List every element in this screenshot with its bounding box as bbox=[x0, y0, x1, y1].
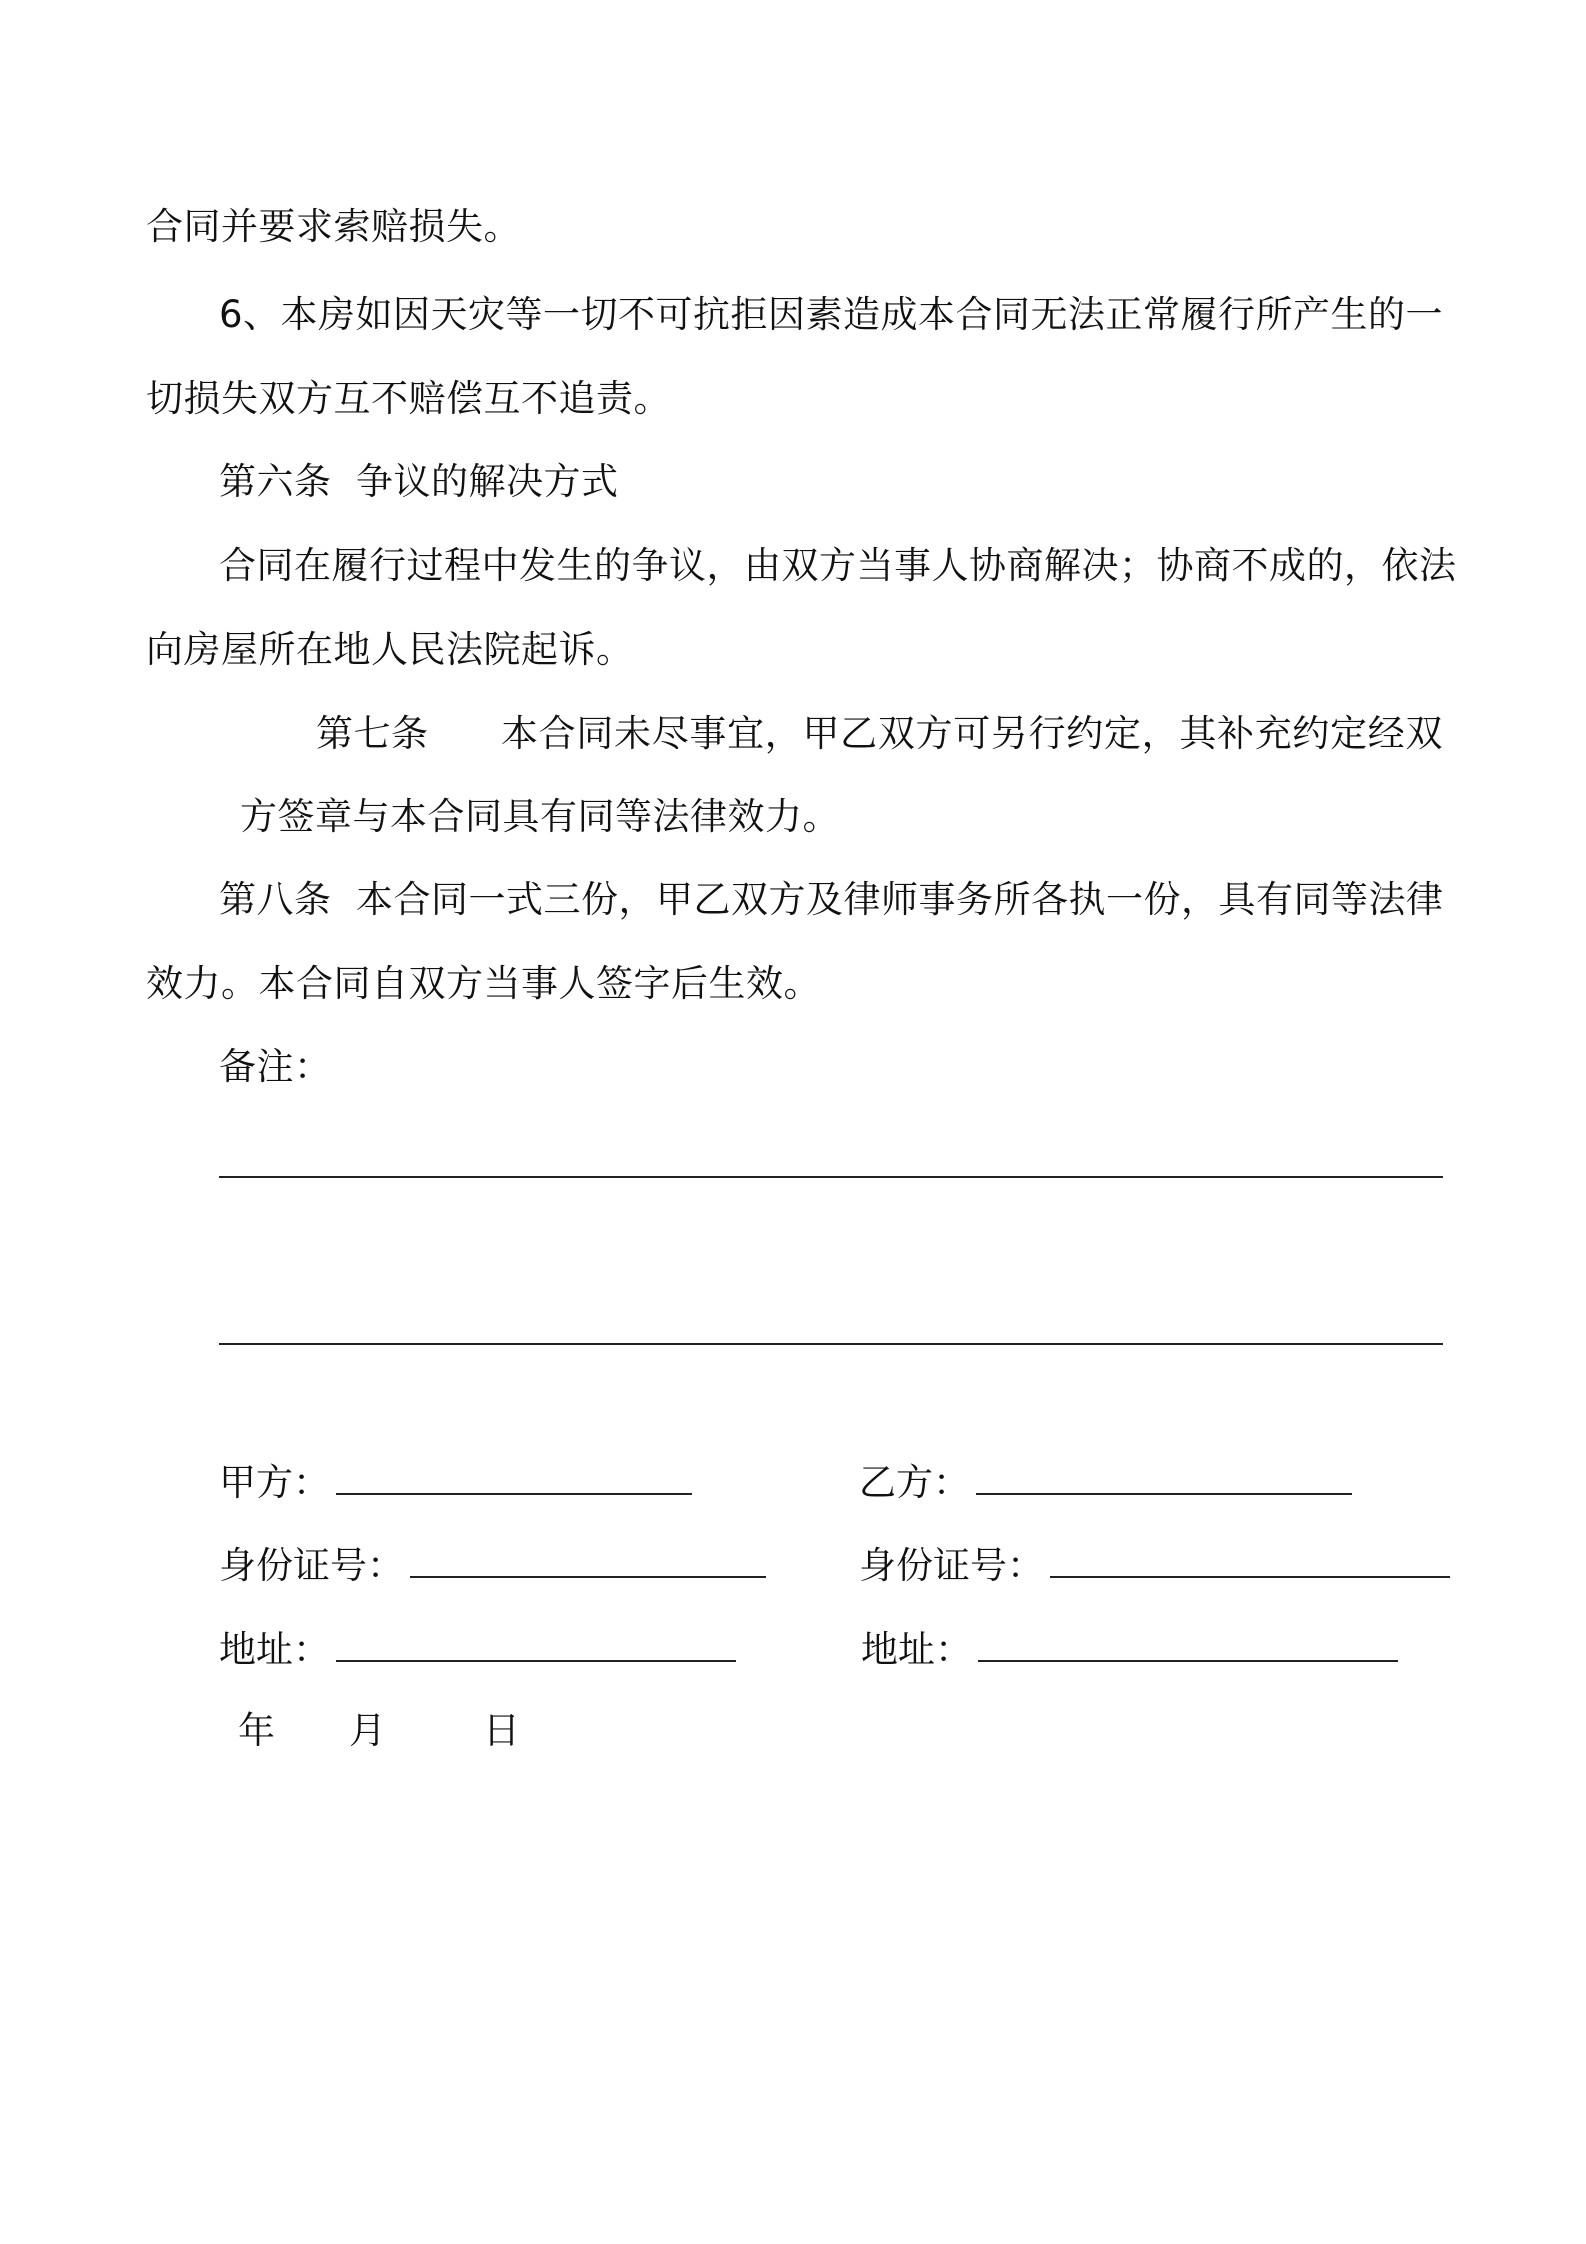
party-b-label: 乙方： bbox=[859, 1461, 970, 1504]
party-a-blank bbox=[336, 1459, 692, 1495]
id-b-row bbox=[859, 1542, 1450, 1590]
party-b-blank bbox=[976, 1459, 1352, 1495]
id-b-label: 身份证号： bbox=[859, 1544, 1044, 1587]
remarks-label: 备注： bbox=[219, 1045, 332, 1088]
id-a-blank bbox=[410, 1542, 766, 1578]
remarks-line bbox=[219, 1343, 1443, 1345]
paragraph-line: 本合同未尽事宜，甲乙双方可另行约定，其补充约定经双 bbox=[501, 712, 1443, 755]
paragraph-line: 切损失双方互不赔偿互不追责。 bbox=[146, 377, 671, 420]
addr-b-blank bbox=[978, 1626, 1398, 1662]
party-a-label: 甲方： bbox=[219, 1461, 330, 1504]
addr-a-row bbox=[219, 1626, 736, 1674]
paragraph-line: 合同在履行过程中发生的争议，由双方当事人协商解决；协商不成的，依法 bbox=[219, 544, 1457, 587]
article-7-label: 第七条 bbox=[316, 712, 429, 755]
addr-a-blank bbox=[336, 1626, 736, 1662]
article-8-line: 第八条 本合同一式三份，甲乙双方及律师事务所各执一份，具有同等法律 bbox=[219, 878, 1444, 921]
id-b-blank bbox=[1050, 1542, 1450, 1578]
paragraph-line: 6、本房如因天灾等一切不可抗拒因素造成本合同无法正常履行所产生的一 bbox=[219, 293, 1444, 336]
paragraph-line: 效力。本合同自双方当事人签字后生效。 bbox=[146, 962, 821, 1005]
article-6-heading: 第六条 争议的解决方式 bbox=[219, 460, 619, 503]
paragraph-line: 合同并要求索赔损失。 bbox=[146, 205, 521, 248]
id-a-row bbox=[219, 1542, 766, 1590]
date-month: 月 bbox=[349, 1709, 386, 1752]
addr-b-label: 地址： bbox=[861, 1628, 972, 1671]
remarks-line bbox=[219, 1176, 1443, 1178]
party-b-row bbox=[859, 1459, 1352, 1507]
party-a-row bbox=[219, 1459, 692, 1507]
paragraph-line: 向房屋所在地人民法院起诉。 bbox=[146, 628, 634, 671]
addr-a-label: 地址： bbox=[219, 1628, 330, 1671]
addr-b-row bbox=[861, 1626, 1398, 1674]
date-day: 日 bbox=[483, 1709, 520, 1752]
paragraph-line: 方签章与本合同具有同等法律效力。 bbox=[240, 795, 840, 838]
date-year: 年 bbox=[238, 1709, 275, 1752]
id-a-label: 身份证号： bbox=[219, 1544, 404, 1587]
